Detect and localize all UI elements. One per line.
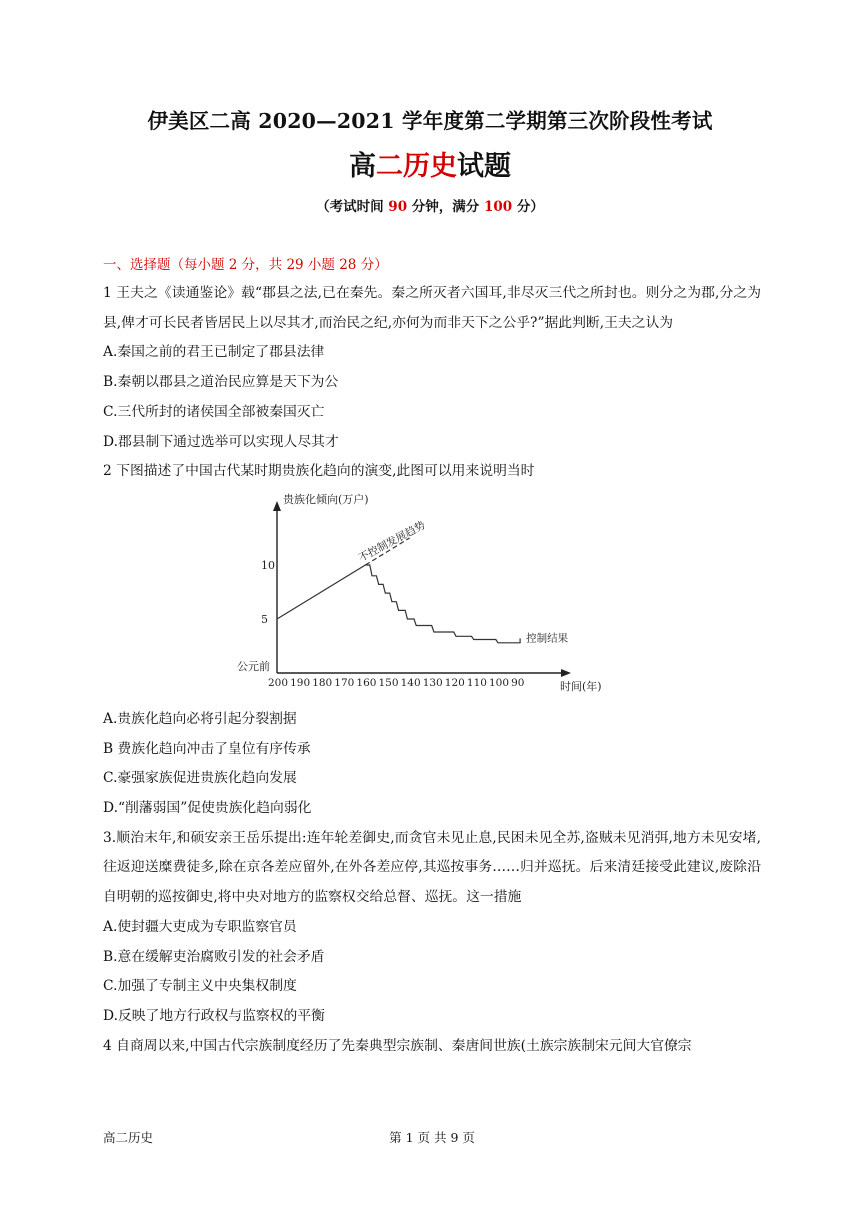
subject-prefix: 高 bbox=[349, 151, 376, 182]
series-label: 不控制发展趋势 bbox=[356, 519, 428, 565]
question-3-option-a: A.使封疆大吏成为专职监察官员 bbox=[103, 918, 297, 935]
exam-title: 伊美区二高 2020—2021 学年度第二学期第三次阶段性考试 bbox=[147, 109, 713, 133]
exam-info bbox=[0, 195, 860, 215]
question-3-option-c: C.加强了专制主义中央集权制度 bbox=[103, 978, 297, 995]
subject-suffix: 试题 bbox=[457, 151, 511, 182]
x-axis-prefix: 公元前 bbox=[237, 659, 270, 673]
question-1-option-a: A.秦国之前的君王已制定了郡县法律 bbox=[103, 344, 325, 361]
x-tick-label: 170 bbox=[334, 676, 355, 689]
x-tick-label: 120 bbox=[444, 676, 465, 689]
question-3-stem: 3.顺治末年,和硕安亲王岳乐提出:连年轮差御史,而贪官未见止息,民困未见全苏,盗贼未见消弭,地方未见安堵,往返迎送糜费徒多,除在京各差应留外,在外各差应停,其巡按事务……归并巡抚。后来清廷接受此建议,废除沿自明朝的巡按御史,将中央对地方的监察权交给总督、巡抚。这一措施 bbox=[103, 829, 761, 906]
x-tick-label: 130 bbox=[422, 676, 443, 689]
info-minutes: 90 bbox=[388, 199, 408, 215]
x-tick-label: 160 bbox=[356, 676, 377, 689]
x-tick-label: 100 bbox=[489, 676, 510, 689]
aristocratization-chart bbox=[233, 491, 633, 703]
questions bbox=[103, 279, 761, 1061]
info-score: 100 bbox=[484, 199, 513, 215]
question-1-stem: 1 王夫之《读通鉴论》载“郡县之法,已在秦先。秦之所灭者六国耳,非尽灭三代之所封也。则分之为郡,分之为县,俾才可长民者皆居民上以尽其才,而治民之纪,亦何为而非天下之公乎?”据此判断,王夫之认为 bbox=[103, 285, 761, 331]
section-title: 一、选择题（每小题 2 分，共 29 小题 28 分） bbox=[103, 257, 388, 273]
y-axis-label: 贵族化倾向(万户) bbox=[283, 492, 369, 506]
question-2-option-a: A.贵族化趋向必将引起分裂割据 bbox=[103, 710, 297, 727]
question-1-option-d: D.郡县制下通过选举可以实现人尽其才 bbox=[103, 433, 339, 450]
question-1-option-b: B.秦朝以郡县之道治民应算是天下为公 bbox=[103, 374, 339, 391]
y-axis-arrow bbox=[273, 501, 281, 511]
y-tick-label: 10 bbox=[261, 558, 275, 572]
info-close: 分） bbox=[512, 199, 544, 215]
x-tick-label: 140 bbox=[400, 676, 421, 689]
series-label: 控制结果 bbox=[526, 632, 569, 645]
subject-red: 二历史 bbox=[376, 151, 457, 182]
y-tick-label: 5 bbox=[261, 612, 268, 626]
x-tick-label: 200 bbox=[268, 676, 289, 689]
x-tick-label: 150 bbox=[378, 676, 399, 689]
x-tick-label: 190 bbox=[290, 676, 311, 689]
question-2-option-d: D.“削藩弱国”促使贵族化趋向弱化 bbox=[103, 800, 312, 817]
series-line bbox=[277, 565, 520, 643]
question-2-option-c: C.豪强家族促进贵族化趋向发展 bbox=[103, 770, 297, 787]
x-tick-label: 180 bbox=[312, 676, 333, 689]
question-4-stem: 4 自商周以来,中国古代宗族制度经历了先秦典型宗族制、秦唐间世族(土族宗族制宋元间大官僚宗 bbox=[103, 1037, 692, 1054]
question-2-option-b: B 费族化趋向冲击了皇位有序传承 bbox=[103, 740, 311, 757]
question-3-option-b: B.意在缓解吏治腐败引发的社会矛盾 bbox=[103, 948, 325, 965]
info-mid: 分钟，满分 bbox=[407, 199, 484, 215]
x-tick-label: 90 bbox=[511, 676, 525, 689]
info-open: （考试时间 bbox=[316, 199, 389, 215]
subject-title bbox=[0, 144, 860, 183]
footer-subject: 高二历史 bbox=[103, 1130, 154, 1145]
footer-page-number: 第 1 页 共 9 页 bbox=[389, 1130, 475, 1145]
question-2-stem: 2 下图描述了中国古代某时期贵族化趋向的演变,此图可以用来说明当时 bbox=[103, 463, 535, 480]
question-1-option-c: C.三代所封的诸侯国全部被秦国灭亡 bbox=[103, 403, 325, 420]
x-tick-label: 110 bbox=[466, 676, 487, 689]
chart-container bbox=[103, 491, 761, 703]
x-axis-label: 时间(年) bbox=[560, 679, 602, 693]
x-axis-arrow bbox=[561, 669, 571, 677]
question-3-option-d: D.反映了地方行政权与监察权的平衡 bbox=[103, 1007, 325, 1024]
